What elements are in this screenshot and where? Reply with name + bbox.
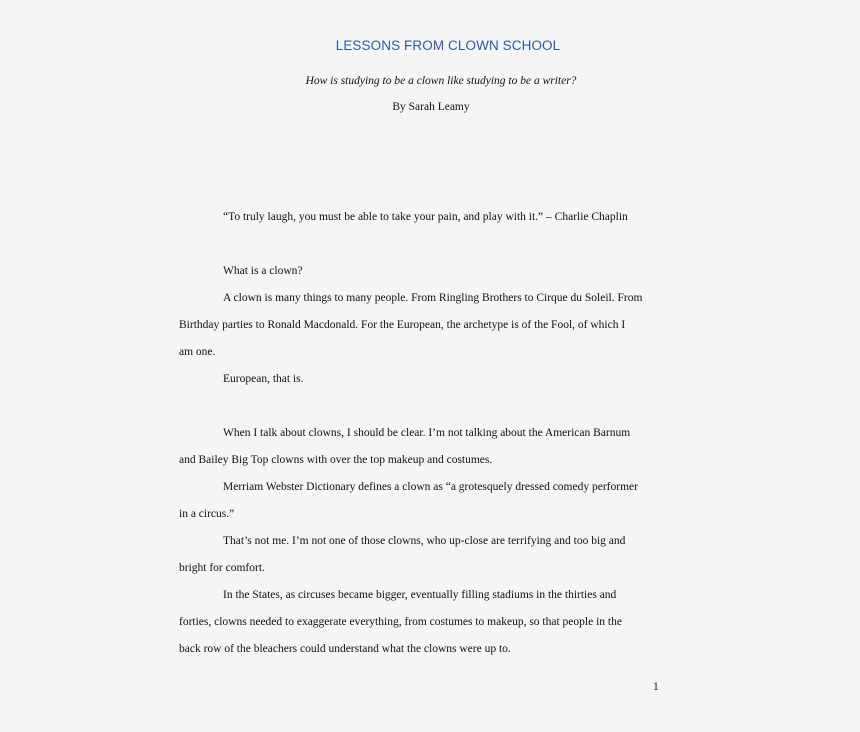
paragraph (179, 474, 663, 528)
document-title: LESSONS FROM CLOWN SCHOOL (335, 38, 561, 53)
text-line: Merriam Webster Dictionary defines a clown as “a grotesquely dressed comedy performer (223, 481, 638, 493)
text-line: “To truly laugh, you must be able to take your pain, and play with it.” – Charlie Chaplin (223, 211, 628, 223)
text-line: and Bailey Big Top clowns with over the top makeup and costumes. (179, 454, 493, 466)
text-line: In the States, as circuses became bigger, eventually filling stadiums in the thirties and (223, 589, 617, 601)
text-line: am one. (179, 346, 216, 358)
paragraph (179, 420, 663, 474)
paragraph (201, 258, 663, 285)
page-number: 1 (653, 681, 659, 693)
body-text-block-1 (179, 258, 663, 393)
paragraph (179, 285, 663, 366)
paragraph (179, 582, 663, 663)
text-line: A clown is many things to many people. From Ringling Brothers to Cirque du Soleil. From (223, 292, 643, 304)
body-text-block-2 (179, 420, 663, 663)
text-line: back row of the bleachers could understand what the clowns were up to. (179, 643, 511, 655)
text-line: in a circus.” (179, 508, 235, 520)
text-line: Birthday parties to Ronald Macdonald. For the European, the archetype is of the Fool, of which I (179, 319, 626, 331)
document-subtitle: How is studying to be a clown like studying to be a writer? (305, 75, 577, 87)
text-line: forties, clowns needed to exaggerate everything, from costumes to makeup, so that people in the (179, 616, 622, 628)
text-line: bright for comfort. (179, 562, 265, 574)
paragraph (201, 366, 663, 393)
text-line: When I talk about clowns, I should be clear. I’m not talking about the American Barnum (223, 427, 631, 439)
text-line: European, that is. (223, 373, 304, 385)
text-line: What is a clown? (223, 265, 303, 277)
paragraph (179, 528, 663, 582)
epigraph-quote (201, 204, 663, 231)
paragraph (201, 204, 663, 231)
author-byline: By Sarah Leamy (392, 101, 470, 113)
text-line: That’s not me. I’m not one of those clowns, who up-close are terrifying and too big and (223, 535, 626, 547)
